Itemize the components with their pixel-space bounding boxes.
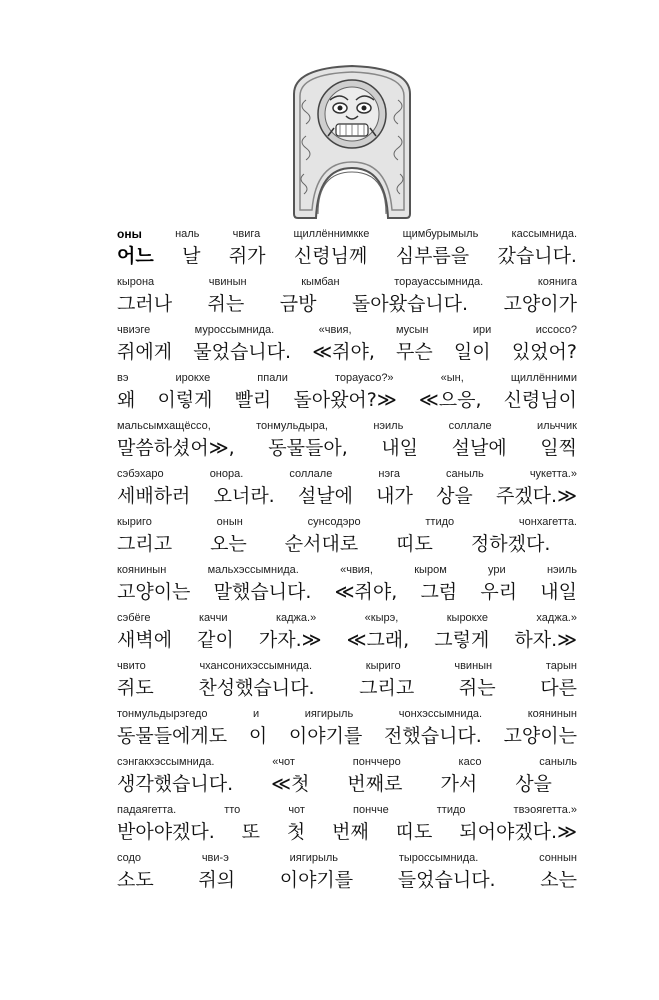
romanization-line <box>117 610 577 626</box>
korean-word: 이 <box>248 725 268 747</box>
romanization-word: чонхагетта. <box>518 516 577 528</box>
korean-line <box>117 242 577 274</box>
korean-word: 쥐가 <box>228 245 266 267</box>
romanization-word: «ын, <box>440 372 464 384</box>
romanization-word: ури <box>488 564 506 576</box>
korean-word: 띠도 <box>396 533 433 555</box>
romanization-word: кырокхе <box>446 612 488 624</box>
romanization-word: чвинын <box>208 276 247 288</box>
line-pair <box>117 754 577 802</box>
korean-line <box>117 338 577 370</box>
romanization-word: торауасо?» <box>334 372 394 384</box>
korean-word: 날 <box>182 245 201 267</box>
romanization-line <box>117 274 577 290</box>
korean-word: 신령님이 <box>503 389 577 411</box>
korean-word: 소는 <box>540 869 577 891</box>
romanization-word: торауассымнида. <box>394 276 484 288</box>
korean-word: 신령님께 <box>293 245 368 267</box>
korean-word: 들었습니다. <box>397 869 496 891</box>
korean-line <box>117 770 577 802</box>
korean-word: 왜 <box>117 389 136 411</box>
romanization-line <box>117 562 577 578</box>
korean-word: 쥐도 <box>117 677 154 699</box>
romanization-word: тто <box>224 804 241 816</box>
romanization-word: иссосо? <box>535 324 577 336</box>
romanization-word: ирокхе <box>175 372 211 384</box>
romanization-word: тонмульдыра, <box>256 420 328 432</box>
romanization-word: оны <box>117 227 142 241</box>
korean-line <box>117 482 577 514</box>
romanization-line <box>117 850 577 866</box>
korean-word: ≪쥐야, <box>334 581 398 603</box>
korean-line <box>117 818 577 850</box>
romanization-word: кымбан <box>301 276 340 288</box>
romanization-word: чхансонихэссымнида. <box>199 660 313 672</box>
romanization-word: коянига <box>537 276 577 288</box>
romanization-word: кырона <box>117 276 155 288</box>
korean-word: 동물들아, <box>268 437 348 459</box>
korean-word: 갔습니다. <box>497 245 577 267</box>
romanization-word: тарын <box>545 660 577 672</box>
korean-word: 번째 <box>332 821 369 843</box>
romanization-word: вэ <box>117 372 129 384</box>
romanization-word: соннын <box>539 852 577 864</box>
korean-word: 내일 <box>540 581 577 603</box>
korean-word: 그러나 <box>117 293 173 315</box>
line-pair <box>117 514 577 562</box>
romanization-word: ттидо <box>436 804 466 816</box>
romanization-word: «чвия, <box>318 324 352 336</box>
korean-word: 물었습니다. <box>193 341 292 363</box>
korean-line <box>117 434 577 466</box>
romanization-word: нэга <box>378 468 400 480</box>
korean-line <box>117 386 577 418</box>
romanization-word: щимбурымыль <box>402 228 479 240</box>
romanization-word: соллале <box>289 468 333 480</box>
romanization-line <box>117 754 577 770</box>
romanization-line <box>117 514 577 530</box>
romanization-word: чвига <box>232 228 261 240</box>
romanization-word: кыриго <box>365 660 401 672</box>
romanization-word: наль <box>175 228 200 240</box>
line-pair <box>117 274 577 322</box>
korean-word: 쥐의 <box>198 869 236 891</box>
korean-word: 가서 <box>440 773 478 795</box>
korean-word: 그리고 <box>117 533 173 555</box>
korean-line <box>117 290 577 322</box>
korean-word: ≪첫 <box>271 773 310 795</box>
korean-line <box>117 722 577 754</box>
korean-word: 금방 <box>279 293 317 315</box>
korean-word: 쥐에게 <box>117 341 173 363</box>
korean-word: 소도 <box>117 869 154 891</box>
romanization-line <box>117 226 577 242</box>
korean-word: 빨리 <box>234 389 272 411</box>
korean-line <box>117 674 577 706</box>
korean-word: 하자.≫ <box>514 629 577 651</box>
romanization-word: сэбёге <box>117 612 151 624</box>
korean-word: 주겠다.≫ <box>495 485 577 507</box>
line-pair <box>117 418 577 466</box>
korean-word: 순서대로 <box>284 533 359 555</box>
korean-word: 내가 <box>376 485 413 507</box>
korean-word: 그리고 <box>359 677 415 699</box>
haetae-emblem <box>290 64 414 222</box>
romanization-word: ильччик <box>537 420 577 432</box>
korean-word: 정하겠다. <box>470 533 551 555</box>
korean-word: 이렇게 <box>157 389 213 411</box>
korean-word: 첫 <box>286 821 306 843</box>
korean-word: 우리 <box>480 581 518 603</box>
romanization-word: коянинын <box>117 564 167 576</box>
korean-word: 일찍 <box>540 437 577 459</box>
korean-word: 상을 <box>515 773 552 795</box>
korean-word: 있었어? <box>511 341 577 363</box>
line-pair <box>117 370 577 418</box>
korean-word: 그럼 <box>420 581 458 603</box>
romanization-word: тыроссымнида. <box>398 852 479 864</box>
korean-word: 일이 <box>453 341 491 363</box>
korean-word: 생각했습니다. <box>117 773 234 795</box>
korean-word: 상을 <box>436 485 473 507</box>
korean-word: 동물들에게도 <box>117 725 228 747</box>
korean-word: 무슨 <box>396 341 433 363</box>
korean-word: 받아야겠다. <box>117 821 215 843</box>
romanization-word: мальхэссымнида. <box>207 564 299 576</box>
line-pair <box>117 322 577 370</box>
korean-word: ≪그래, <box>346 629 410 651</box>
romanization-word: каджа.» <box>275 612 317 624</box>
romanization-word: твэоягетта.» <box>513 804 577 816</box>
romanization-word: содо <box>117 852 142 864</box>
romanization-word: чвито <box>117 660 146 672</box>
romanization-word: каччи <box>198 612 228 624</box>
korean-word: 세배하러 <box>117 485 191 507</box>
romanization-word: щиллённими <box>510 372 577 384</box>
romanization-line <box>117 802 577 818</box>
romanization-line <box>117 322 577 338</box>
romanization-word: мусын <box>395 324 429 336</box>
romanization-word: и <box>253 708 260 720</box>
romanization-word: чвинын <box>454 660 493 672</box>
romanization-line <box>117 706 577 722</box>
romanization-word: ттидо <box>425 516 455 528</box>
text-block <box>117 226 577 898</box>
romanization-word: сэбэхаро <box>117 468 164 480</box>
romanization-word: иягирыль <box>304 708 354 720</box>
korean-word: 오는 <box>210 533 247 555</box>
korean-word: 어느 <box>117 245 154 267</box>
romanization-word: кыром <box>414 564 447 576</box>
line-pair <box>117 706 577 754</box>
korean-word: 고양이는 <box>503 725 577 747</box>
romanization-word: иягирыль <box>289 852 339 864</box>
romanization-word: пончче <box>353 804 389 816</box>
korean-word: 이야기를 <box>279 869 354 891</box>
korean-word: 오너라. <box>213 485 275 507</box>
romanization-word: щиллённимкке <box>293 228 370 240</box>
romanization-line <box>117 418 577 434</box>
romanization-word: чукетта.» <box>529 468 577 480</box>
korean-line <box>117 626 577 658</box>
romanization-word: тонмульдырэгедо <box>117 708 208 720</box>
romanization-word: «кырэ, <box>364 612 399 624</box>
romanization-word: «чвия, <box>340 564 373 576</box>
line-pair <box>117 850 577 898</box>
korean-word: 띠도 <box>395 821 433 843</box>
romanization-word: ппали <box>257 372 288 384</box>
korean-word: 전했습니다. <box>384 725 482 747</box>
romanization-word: сэнгакхэссымнида. <box>117 756 215 768</box>
romanization-line <box>117 658 577 674</box>
korean-line <box>117 578 577 610</box>
korean-word: 말했습니다. <box>213 581 312 603</box>
line-pair <box>117 610 577 658</box>
romanization-word: «чот <box>272 756 295 768</box>
romanization-word: онора. <box>209 468 244 480</box>
romanization-word: чви-э <box>201 852 229 864</box>
romanization-word: нэиль <box>373 420 404 432</box>
romanization-word: ири <box>472 324 492 336</box>
korean-word: 설날에 <box>451 437 507 459</box>
korean-word: ≪쥐야, <box>312 341 375 363</box>
korean-word: 되어야겠다.≫ <box>459 821 577 843</box>
romanization-word: падаягетта. <box>117 804 177 816</box>
romanization-word: муроссымнида. <box>194 324 275 336</box>
line-pair <box>117 466 577 514</box>
korean-line <box>117 530 577 562</box>
korean-word: 고양이는 <box>117 581 191 603</box>
romanization-word: соллале <box>448 420 492 432</box>
romanization-word: чот <box>288 804 305 816</box>
korean-word: 쥐는 <box>458 677 496 699</box>
romanization-word: коянинын <box>527 708 577 720</box>
romanization-line <box>117 370 577 386</box>
korean-word: 같이 <box>197 629 234 651</box>
romanization-word: кыриго <box>117 516 152 528</box>
romanization-word: кассымнида. <box>511 228 577 240</box>
romanization-word: сунсодэро <box>307 516 361 528</box>
korean-word: 또 <box>241 821 261 843</box>
korean-word: 쥐는 <box>207 293 245 315</box>
line-pair <box>117 658 577 706</box>
romanization-line <box>117 466 577 482</box>
romanization-word: чонхэссымнида. <box>398 708 483 720</box>
line-pair <box>117 226 577 274</box>
korean-word: 돌아왔습니다. <box>351 293 469 315</box>
korean-word: 말씀하셨어≫, <box>117 437 235 459</box>
korean-word: 돌아왔어?≫ <box>293 389 397 411</box>
romanization-word: саныль <box>446 468 484 480</box>
romanization-word: хаджа.» <box>536 612 577 624</box>
line-pair <box>117 562 577 610</box>
korean-word: 내일 <box>381 437 419 459</box>
korean-word: 고양이가 <box>503 293 577 315</box>
romanization-word: понччеро <box>352 756 401 768</box>
korean-word: 새벽에 <box>117 629 173 651</box>
romanization-word: онын <box>216 516 243 528</box>
korean-word: 찬성했습니다. <box>198 677 315 699</box>
romanization-word: касо <box>458 756 482 768</box>
romanization-word: чвиэге <box>117 324 151 336</box>
romanization-word: саныль <box>539 756 577 768</box>
line-pair <box>117 802 577 850</box>
korean-word: ≪으응, <box>418 389 482 411</box>
korean-word: 이야기를 <box>288 725 363 747</box>
korean-word: 가자.≫ <box>258 629 322 651</box>
romanization-word: нэиль <box>546 564 577 576</box>
korean-word: 번째로 <box>347 773 403 795</box>
korean-word: 설날에 <box>297 485 353 507</box>
romanization-word: мальсымхащёссо, <box>117 420 211 432</box>
korean-word: 그렇게 <box>434 629 490 651</box>
korean-word: 다른 <box>540 677 577 699</box>
korean-line <box>117 866 577 898</box>
korean-word: 심부름을 <box>395 245 470 267</box>
